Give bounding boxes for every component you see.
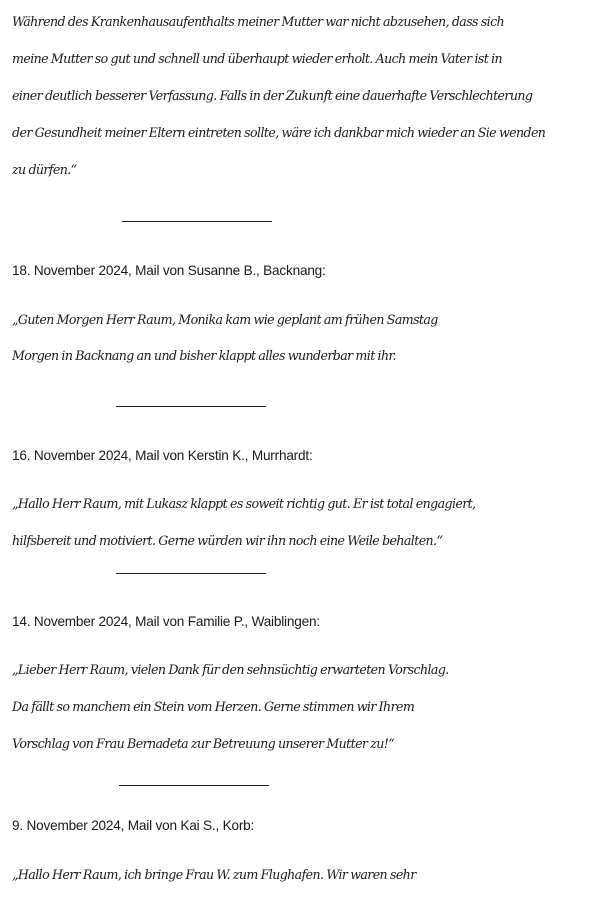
quote-line: Vorschlag von Frau Bernadeta zur Betreuung unserer Mutter zu!“	[12, 736, 395, 751]
quote-line: Da fällt so manchem ein Stein vom Herzen. Gerne stimmen wir Ihrem	[12, 699, 415, 714]
quote-line: einer deutlich besserer Verfassung. Falls in der Zukunft eine dauerhafte Verschlechterung	[12, 88, 533, 103]
quote-line: „Lieber Herr Raum, vielen Dank für den sehnsüchtig erwarteten Vorschlag.	[12, 662, 449, 677]
quote-line: der Gesundheit meiner Eltern eintreten sollte, wäre ich dankbar mich wieder an Sie wenden	[12, 125, 546, 140]
quote-line: hilfsbereit und motiviert. Gerne würden wir ihn noch eine Weile behalten.“	[12, 533, 443, 548]
quote-line: „Hallo Herr Raum, ich bringe Frau W. zum Flughafen. Wir waren sehr	[12, 867, 416, 882]
separator-line	[116, 406, 266, 407]
separator-line	[122, 221, 272, 222]
entry-header: 14. November 2024, Mail von Familie P., Waiblingen:	[12, 614, 320, 629]
quote-line: Während des Krankenhausaufenthalts meiner Mutter war nicht abzusehen, dass sich	[12, 14, 505, 29]
quote-line: meine Mutter so gut und schnell und überhaupt wieder erholt. Auch mein Vater ist in	[12, 51, 503, 66]
separator-line	[116, 573, 266, 574]
entry-header: 9. November 2024, Mail von Kai S., Korb:	[12, 818, 255, 833]
quote-line: Morgen in Backnang an und bisher klappt alles wunderbar mit ihr.	[12, 348, 396, 363]
quote-line: „Hallo Herr Raum, mit Lukasz klappt es soweit richtig gut. Er ist total engagiert,	[12, 496, 476, 511]
entry-header: 16. November 2024, Mail von Kerstin K., Murrhardt:	[12, 448, 313, 463]
separator-line	[119, 785, 269, 786]
entry-header: 18. November 2024, Mail von Susanne B., Backnang:	[12, 263, 326, 278]
quote-line: zu dürfen.“	[12, 162, 77, 177]
quote-line: „Guten Morgen Herr Raum, Monika kam wie geplant am frühen Samstag	[12, 312, 438, 327]
